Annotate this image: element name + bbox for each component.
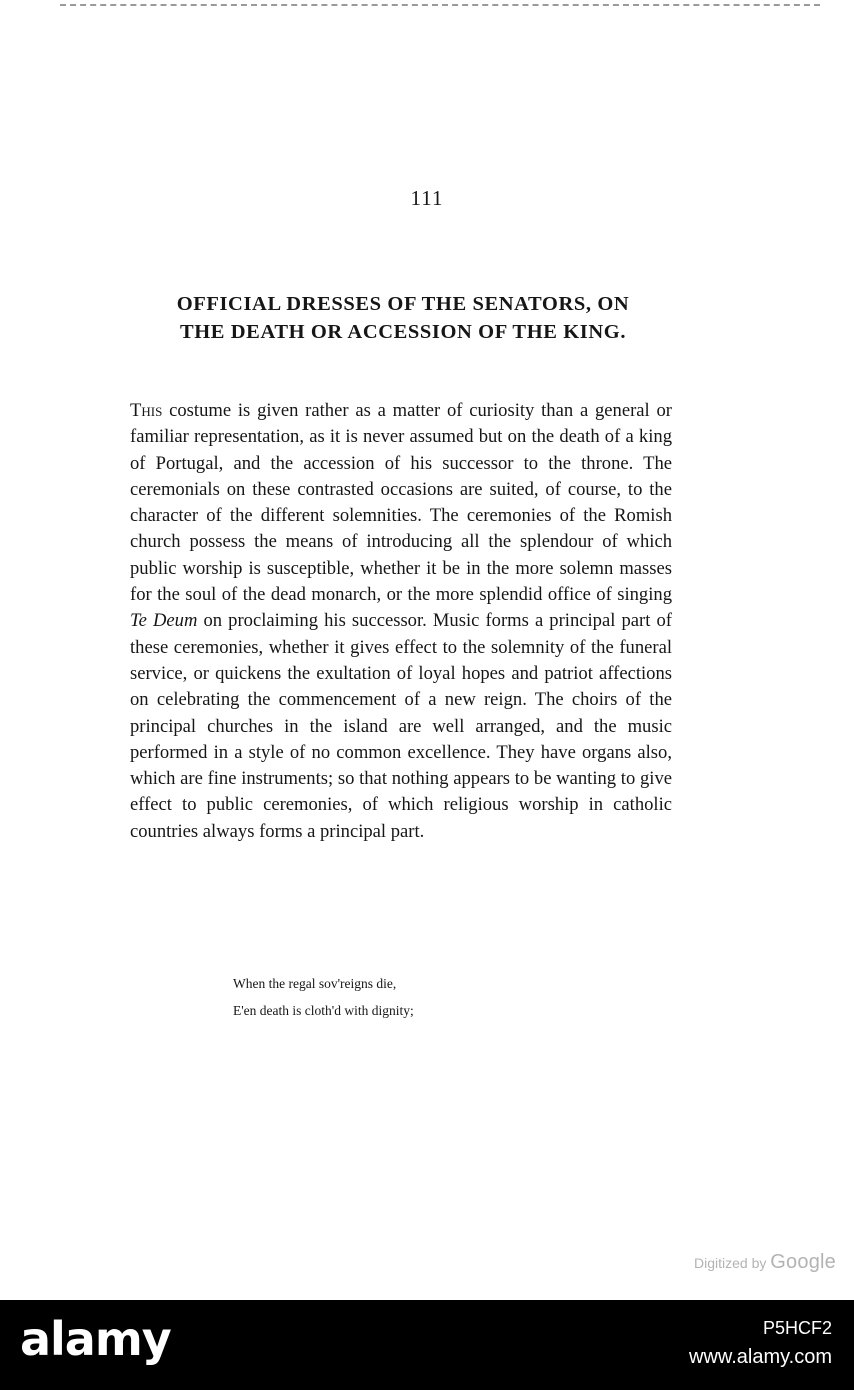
title-line-1: OFFICIAL DRESSES OF THE SENATORS, ON [176,293,630,315]
body-italic: Te Deum [130,610,198,632]
verse-line-1: When the regal sov'reigns die, [233,976,397,991]
page-number: 111 [410,186,444,210]
digitized-watermark [694,1251,836,1274]
body-text-end: on proclaiming his successor. Music forms a principal part of these ceremonies, whether it gives effect to the solemnity of the funeral service, or quickens the exultation of loyal hopes and patriot affections on celebrating the commencement of a new reign. The choirs of the principal churches in the island are well arranged, and the music performed in a style of no common excellence. They have organs also, which are fine instruments; so that nothing appears to be wanting to give effect to public ceremonies, of which religious worship in catholic countries always forms a principal part. [130,610,672,842]
footer-url: www.alamy.com [689,1346,832,1368]
page-title [0,290,806,346]
title-line-2: THE DEATH OR ACCESSION OF THE KING. [179,321,627,343]
image-id: P5HCF2 [762,1318,832,1338]
top-rule [60,4,820,6]
verse-line-2: E'en death is cloth'd with dignity; [233,1003,414,1018]
body-text-main: costume is given rather as a matter of curiosity than a general or familiar representation, as it is never assumed but on the death of a king of Portugal, and the accession of his successor to the throne. The ceremonials on these contrasted occasions are suited, of course, to the character of the different solemnities. The ceremonies of the Romish church possess the means of introducing all the splendour of which public worship is susceptible, whether it be in the more solemn masses for the soul of the dead monarch, or the more splendid office of singing [130,400,672,606]
verse-quote [233,970,414,1024]
body-paragraph [130,398,672,845]
alamy-logo: alamy [20,1312,171,1366]
digitized-prefix: Digitized by [694,1255,767,1271]
digitized-brand: Google [770,1251,836,1273]
body-lead: This [130,400,163,421]
